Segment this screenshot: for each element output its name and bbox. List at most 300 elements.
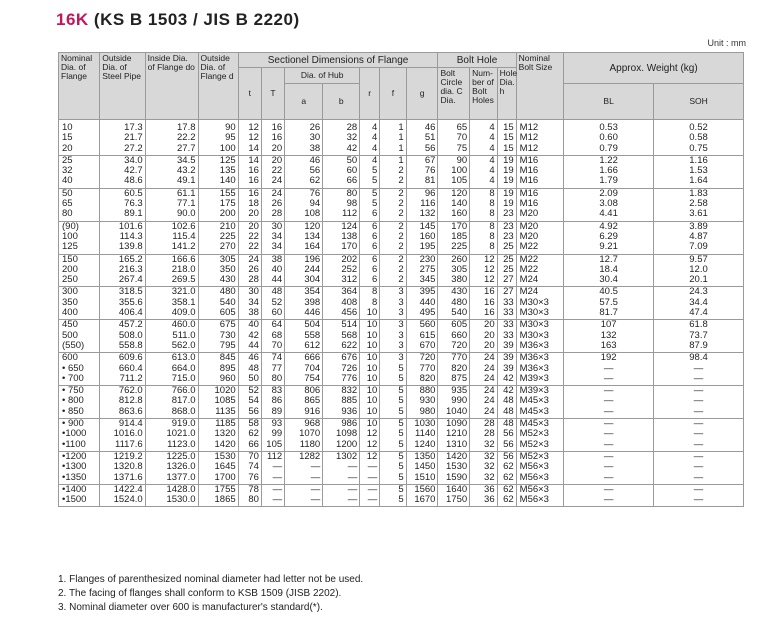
- cell-value: 96: [424, 187, 436, 199]
- cell-hub-a: [285, 254, 323, 287]
- cell-bolt-holes: [470, 320, 497, 353]
- cell-hub-b: [323, 451, 360, 484]
- cell-value: 269.5: [171, 274, 196, 286]
- cell-hole-dia: [497, 155, 516, 188]
- cell-value: —: [693, 385, 704, 397]
- cell-value: 83: [271, 385, 283, 397]
- cell-value: 1420: [214, 438, 236, 450]
- cell-bolt-circle: [438, 254, 470, 287]
- cell-value: 5: [398, 395, 404, 407]
- cell-value: 511.0: [172, 329, 196, 341]
- cell-value: 1: [398, 122, 404, 133]
- cell-value: 10: [366, 329, 378, 341]
- cell-hub-a: [285, 386, 323, 419]
- cell-value: 609.6: [118, 352, 143, 364]
- cell-value: 10: [366, 362, 378, 374]
- cell-bolt-holes: [470, 155, 497, 188]
- cell-value: 3: [398, 307, 404, 319]
- cell-value: 1645: [214, 461, 236, 473]
- cell-value: M36×3: [519, 339, 549, 351]
- cell-f: [380, 451, 406, 484]
- cell-value: 12: [248, 122, 259, 133]
- cell-value: 93: [271, 418, 283, 430]
- cell-value: M12: [519, 122, 539, 133]
- cell-value: 76: [424, 165, 436, 177]
- cell-value: 42: [346, 142, 358, 154]
- cell-value: 32: [62, 165, 73, 177]
- cell-hub-a: [285, 155, 323, 188]
- cell-value: M16: [519, 175, 539, 187]
- cell-value: 61.8: [689, 319, 708, 331]
- cell-value: 73.7: [689, 329, 708, 341]
- cell-value: 6: [371, 208, 378, 220]
- cell-value: 865: [304, 395, 321, 407]
- cell-value: 560: [419, 319, 436, 331]
- cell-value: 990: [451, 395, 468, 407]
- cell-value: 48: [503, 418, 514, 430]
- header-bolt-circle: Bolt Circle dia. C Dia.: [438, 68, 470, 120]
- table-row-group: [59, 287, 744, 320]
- cell-value: M56×3: [519, 461, 549, 473]
- cell-value: 1: [398, 142, 404, 154]
- cell-value: 1117.6: [115, 438, 143, 450]
- cell-value: 66: [248, 438, 259, 450]
- header-hub-b: b: [323, 84, 360, 120]
- cell-value: 40: [62, 175, 73, 187]
- cell-value: M30×3: [519, 329, 549, 341]
- cell-value: 16: [248, 175, 259, 187]
- cell-value: 216.3: [118, 263, 143, 275]
- cell-inside-dia: [145, 451, 198, 484]
- cell-g: [406, 353, 438, 386]
- cell-value: —: [603, 483, 614, 495]
- cell-inside-dia: [145, 353, 198, 386]
- cell-value: 244: [304, 263, 321, 275]
- cell-value: 16: [484, 296, 495, 308]
- cell-value: 252: [341, 263, 358, 275]
- cell-value: 664.0: [171, 362, 196, 374]
- cell-bolt-circle: [438, 451, 470, 484]
- cell-weight-soh: [654, 188, 744, 221]
- cell-value: 76.3: [124, 198, 143, 210]
- header-f: f: [380, 68, 406, 120]
- cell-outside-dia-flange: [198, 155, 238, 188]
- cell-T: [261, 155, 284, 188]
- cell-value: 24: [484, 372, 495, 384]
- cell-outside-dia-pipe: [100, 221, 145, 254]
- cell-value: 27.7: [177, 142, 196, 154]
- cell-value: 62: [309, 175, 321, 187]
- cell-value: 39: [503, 362, 514, 374]
- cell-value: 4.87: [689, 230, 708, 242]
- cell-value: 1865: [214, 494, 236, 506]
- cell-value: M20: [519, 208, 539, 220]
- cell-value: 10: [366, 339, 378, 351]
- cell-value: 76: [248, 471, 259, 483]
- cell-inside-dia: [145, 221, 198, 254]
- cell-value: 345: [419, 274, 436, 286]
- cell-hub-a: [285, 221, 323, 254]
- cell-value: 64: [271, 319, 283, 331]
- cell-value: 52: [248, 385, 259, 397]
- cell-weight-bl: [564, 484, 654, 507]
- cell-value: —: [603, 362, 614, 374]
- cell-r: [360, 287, 380, 320]
- cell-value: 4.92: [599, 220, 618, 232]
- cell-value: 446: [304, 307, 321, 319]
- cell-value: 605: [219, 307, 236, 319]
- cell-T: [261, 254, 284, 287]
- cell-value: 46: [424, 122, 436, 133]
- cell-value: 1450: [414, 461, 436, 473]
- cell-value: 715.0: [171, 372, 196, 384]
- cell-value: 1.16: [689, 154, 708, 166]
- cell-g: [406, 484, 438, 507]
- cell-value: 914.4: [118, 418, 143, 430]
- cell-value: 8: [489, 220, 495, 232]
- cell-value: 225: [219, 230, 236, 242]
- cell-bolt-size: [516, 120, 564, 156]
- cell-value: 1225.0: [166, 450, 196, 462]
- cell-bolt-size: [516, 386, 564, 419]
- cell-value: 704: [304, 362, 321, 374]
- cell-outside-dia-pipe: [100, 320, 145, 353]
- cell-value: 3.61: [689, 208, 708, 220]
- cell-value: M45×3: [519, 418, 549, 430]
- cell-value: 3: [398, 329, 404, 341]
- cell-value: 32: [484, 471, 495, 483]
- cell-value: 74: [248, 461, 259, 473]
- cell-value: 26: [309, 122, 321, 133]
- cell-value: —: [603, 438, 614, 450]
- cell-value: 200: [62, 263, 78, 275]
- cell-value: 1090: [446, 418, 468, 430]
- header-outside-dia-flange: Outside Dia. of Flange d: [198, 53, 238, 120]
- cell-value: 2: [398, 263, 404, 275]
- cell-value: 660.4: [118, 362, 143, 374]
- cell-value: 8: [489, 230, 495, 242]
- cell-value: 67: [424, 154, 436, 166]
- cell-value: 20: [484, 329, 495, 341]
- cell-value: —: [603, 428, 614, 440]
- cell-value: 10: [366, 405, 378, 417]
- cell-value: 100: [62, 230, 78, 242]
- cell-value: 5: [398, 405, 404, 417]
- cell-value: 5: [398, 494, 404, 506]
- cell-value: 16: [271, 132, 283, 144]
- cell-value: 19: [503, 187, 514, 199]
- cell-outside-dia-flange: [198, 419, 238, 452]
- cell-t: [238, 320, 261, 353]
- cell-value: 200: [219, 208, 236, 220]
- cell-g: [406, 287, 438, 320]
- cell-value: 139.8: [118, 241, 143, 253]
- cell-outside-dia-pipe: [100, 386, 145, 419]
- cell-hole-dia: [497, 287, 516, 320]
- cell-value: 2: [398, 208, 404, 220]
- cell-value: 60: [271, 307, 283, 319]
- cell-value: —: [693, 362, 704, 374]
- cell-value: 270: [219, 241, 236, 253]
- cell-bolt-size: [516, 320, 564, 353]
- cell-value: 2: [398, 253, 404, 265]
- cell-value: 66: [346, 175, 358, 187]
- cell-value: 74: [271, 352, 283, 364]
- cell-value: 16: [271, 122, 283, 133]
- cell-value: 34: [271, 241, 283, 253]
- cell-value: 17.8: [177, 122, 196, 133]
- cell-value: —: [367, 494, 378, 506]
- cell-value: 1030: [414, 418, 436, 430]
- cell-value: 355.6: [118, 296, 143, 308]
- cell-value: 1040: [446, 405, 468, 417]
- cell-hub-b: [323, 484, 360, 507]
- cell-bolt-size: [516, 419, 564, 452]
- cell-value: 350: [219, 263, 236, 275]
- cell-bolt-holes: [470, 254, 497, 287]
- unit-label: Unit : mm: [707, 38, 746, 48]
- cell-bolt-circle: [438, 386, 470, 419]
- cell-value: 863.6: [118, 405, 143, 417]
- cell-value: 1310: [446, 438, 468, 450]
- cell-value: 1320: [214, 428, 236, 440]
- cell-T: [261, 221, 284, 254]
- cell-value: 12: [248, 132, 259, 144]
- cell-r: [360, 484, 380, 507]
- cell-value: —: [310, 471, 321, 483]
- cell-value: 57.5: [599, 296, 618, 308]
- cell-value: M39×3: [519, 372, 549, 384]
- cell-value: 89.1: [124, 208, 143, 220]
- cell-bolt-size: [516, 254, 564, 287]
- cell-value: 12: [366, 438, 378, 450]
- cell-value: 3.08: [599, 198, 618, 210]
- cell-weight-bl: [564, 353, 654, 386]
- cell-value: 50: [248, 372, 259, 384]
- cell-nominal-dia: [59, 386, 100, 419]
- cell-value: 5: [371, 175, 378, 187]
- cell-value: 3: [398, 352, 404, 364]
- cell-r: [360, 353, 380, 386]
- cell-value: M30×3: [519, 319, 549, 331]
- cell-value: 930: [419, 395, 436, 407]
- cell-value: 960: [219, 372, 236, 384]
- cell-value: 8: [489, 187, 495, 199]
- cell-hub-a: [285, 419, 323, 452]
- cell-value: 321.0: [171, 286, 196, 298]
- table-row-group: [59, 419, 744, 452]
- cell-hole-dia: [497, 419, 516, 452]
- cell-value: 100: [219, 142, 236, 154]
- header-T: T: [261, 68, 284, 120]
- cell-value: 15: [503, 142, 514, 154]
- cell-value: 6: [371, 274, 378, 286]
- cell-value: 24: [271, 175, 283, 187]
- cell-hub-a: [285, 451, 323, 484]
- cell-value: 132: [600, 329, 617, 341]
- cell-outside-dia-flange: [198, 254, 238, 287]
- cell-value: M56×3: [519, 494, 549, 506]
- cell-value: 440: [419, 296, 436, 308]
- cell-value: 1020: [214, 385, 236, 397]
- cell-bolt-circle: [438, 287, 470, 320]
- cell-value: 1070: [299, 428, 321, 440]
- cell-inside-dia: [145, 287, 198, 320]
- cell-r: [360, 120, 380, 156]
- cell-value: 140: [219, 175, 236, 187]
- cell-value: 5: [398, 428, 404, 440]
- cell-value: 1302: [336, 450, 358, 462]
- cell-value: —: [693, 438, 704, 450]
- cell-value: • 800: [62, 395, 84, 407]
- cell-value: •1500: [62, 494, 87, 506]
- cell-value: 56: [503, 438, 514, 450]
- cell-hub-a: [285, 287, 323, 320]
- cell-hole-dia: [497, 484, 516, 507]
- cell-value: —: [603, 494, 614, 506]
- cell-value: 10: [366, 307, 378, 319]
- cell-value: M39×3: [519, 385, 549, 397]
- cell-value: 98.4: [689, 352, 708, 364]
- note-3: 3. Nominal diameter over 600 is manufacturer's standard(*).: [58, 602, 323, 613]
- cell-value: —: [603, 395, 614, 407]
- cell-value: 5: [398, 418, 404, 430]
- cell-value: 5: [398, 362, 404, 374]
- cell-hub-a: [285, 353, 323, 386]
- cell-value: 33: [503, 307, 514, 319]
- cell-value: 766.0: [171, 385, 196, 397]
- cell-value: 98: [346, 198, 358, 210]
- cell-value: 80: [346, 187, 358, 199]
- notes: [58, 573, 363, 615]
- note-2: 2. The facing of flanges shall conform to KSB 1509 (JISB 2202).: [58, 588, 342, 599]
- cell-value: 20.1: [689, 274, 708, 286]
- cell-value: 20: [271, 142, 283, 154]
- cell-value: —: [347, 483, 358, 495]
- cell-value: 80: [62, 208, 73, 220]
- cell-value: 40.5: [599, 286, 618, 298]
- cell-nominal-dia: [59, 484, 100, 507]
- cell-value: 28: [271, 208, 283, 220]
- cell-value: 164: [304, 241, 321, 253]
- cell-value: —: [272, 471, 283, 483]
- cell-value: 8: [371, 286, 378, 298]
- cell-value: 33: [503, 296, 514, 308]
- cell-value: 36: [484, 494, 495, 506]
- cell-value: M22: [519, 241, 539, 253]
- cell-value: 5: [398, 438, 404, 450]
- cell-bolt-size: [516, 221, 564, 254]
- cell-value: 40: [271, 263, 283, 275]
- cell-hub-b: [323, 386, 360, 419]
- cell-weight-bl: [564, 386, 654, 419]
- cell-value: 20: [248, 208, 259, 220]
- cell-value: 47.4: [689, 307, 708, 319]
- cell-outside-dia-pipe: [100, 419, 145, 452]
- cell-value: 100: [451, 165, 468, 177]
- cell-bolt-circle: [438, 320, 470, 353]
- cell-value: 24: [484, 362, 495, 374]
- cell-value: 1282: [299, 450, 321, 462]
- cell-value: 12: [366, 450, 378, 462]
- cell-value: M12: [519, 142, 539, 154]
- cell-value: 12.0: [689, 263, 708, 275]
- cell-value: 24: [484, 395, 495, 407]
- cell-value: 4: [489, 132, 495, 144]
- cell-nominal-dia: [59, 221, 100, 254]
- cell-value: M20: [519, 220, 539, 232]
- cell-value: 51: [424, 132, 436, 144]
- cell-value: 1098: [336, 428, 358, 440]
- cell-value: 33: [503, 319, 514, 331]
- cell-value: 10: [366, 372, 378, 384]
- cell-value: 400: [62, 307, 78, 319]
- cell-value: 22: [248, 241, 259, 253]
- cell-value: 125: [219, 154, 236, 166]
- cell-value: 70: [456, 132, 468, 144]
- cell-f: [380, 287, 406, 320]
- cell-value: 27.2: [124, 142, 143, 154]
- cell-value: 62: [248, 428, 259, 440]
- cell-value: 5: [398, 450, 404, 462]
- cell-weight-bl: [564, 155, 654, 188]
- cell-value: 49.1: [177, 175, 196, 187]
- cell-inside-dia: [145, 386, 198, 419]
- cell-value: 1.64: [689, 175, 708, 187]
- cell-value: 1422.4: [113, 483, 143, 495]
- cell-value: 305: [451, 263, 468, 275]
- cell-value: 2: [398, 198, 404, 210]
- cell-value: 75: [456, 142, 468, 154]
- cell-f: [380, 353, 406, 386]
- table-row-group: [59, 188, 744, 221]
- cell-value: 23: [503, 208, 514, 220]
- cell-weight-soh: [654, 155, 744, 188]
- cell-bolt-size: [516, 155, 564, 188]
- cell-value: 730: [219, 329, 236, 341]
- cell-value: 22.2: [177, 132, 196, 144]
- cell-inside-dia: [145, 484, 198, 507]
- cell-value: 195: [419, 241, 436, 253]
- cell-outside-dia-flange: [198, 221, 238, 254]
- cell-value: 25: [503, 241, 514, 253]
- cell-value: 20: [484, 339, 495, 351]
- cell-value: 101.6: [118, 220, 143, 232]
- cell-value: 132: [419, 208, 436, 220]
- cell-hub-a: [285, 120, 323, 156]
- cell-value: 558: [304, 329, 321, 341]
- cell-value: 916: [304, 405, 321, 417]
- cell-value: 39: [503, 339, 514, 351]
- cell-value: •1100: [62, 438, 86, 450]
- cell-value: 90: [225, 122, 236, 133]
- cell-value: 1640: [446, 483, 468, 495]
- cell-f: [380, 386, 406, 419]
- cell-value: 0.52: [689, 122, 708, 133]
- cell-value: M16: [519, 187, 539, 199]
- cell-value: •1200: [62, 450, 87, 462]
- cell-value: 24: [484, 405, 495, 417]
- cell-value: 880: [419, 385, 436, 397]
- cell-value: 986: [341, 418, 358, 430]
- cell-hole-dia: [497, 353, 516, 386]
- cell-value: 806: [304, 385, 321, 397]
- cell-value: 6: [371, 253, 378, 265]
- cell-value: 25: [503, 253, 514, 265]
- cell-value: 430: [451, 286, 468, 298]
- cell-value: M24: [519, 274, 539, 286]
- cell-value: 318.5: [118, 286, 143, 298]
